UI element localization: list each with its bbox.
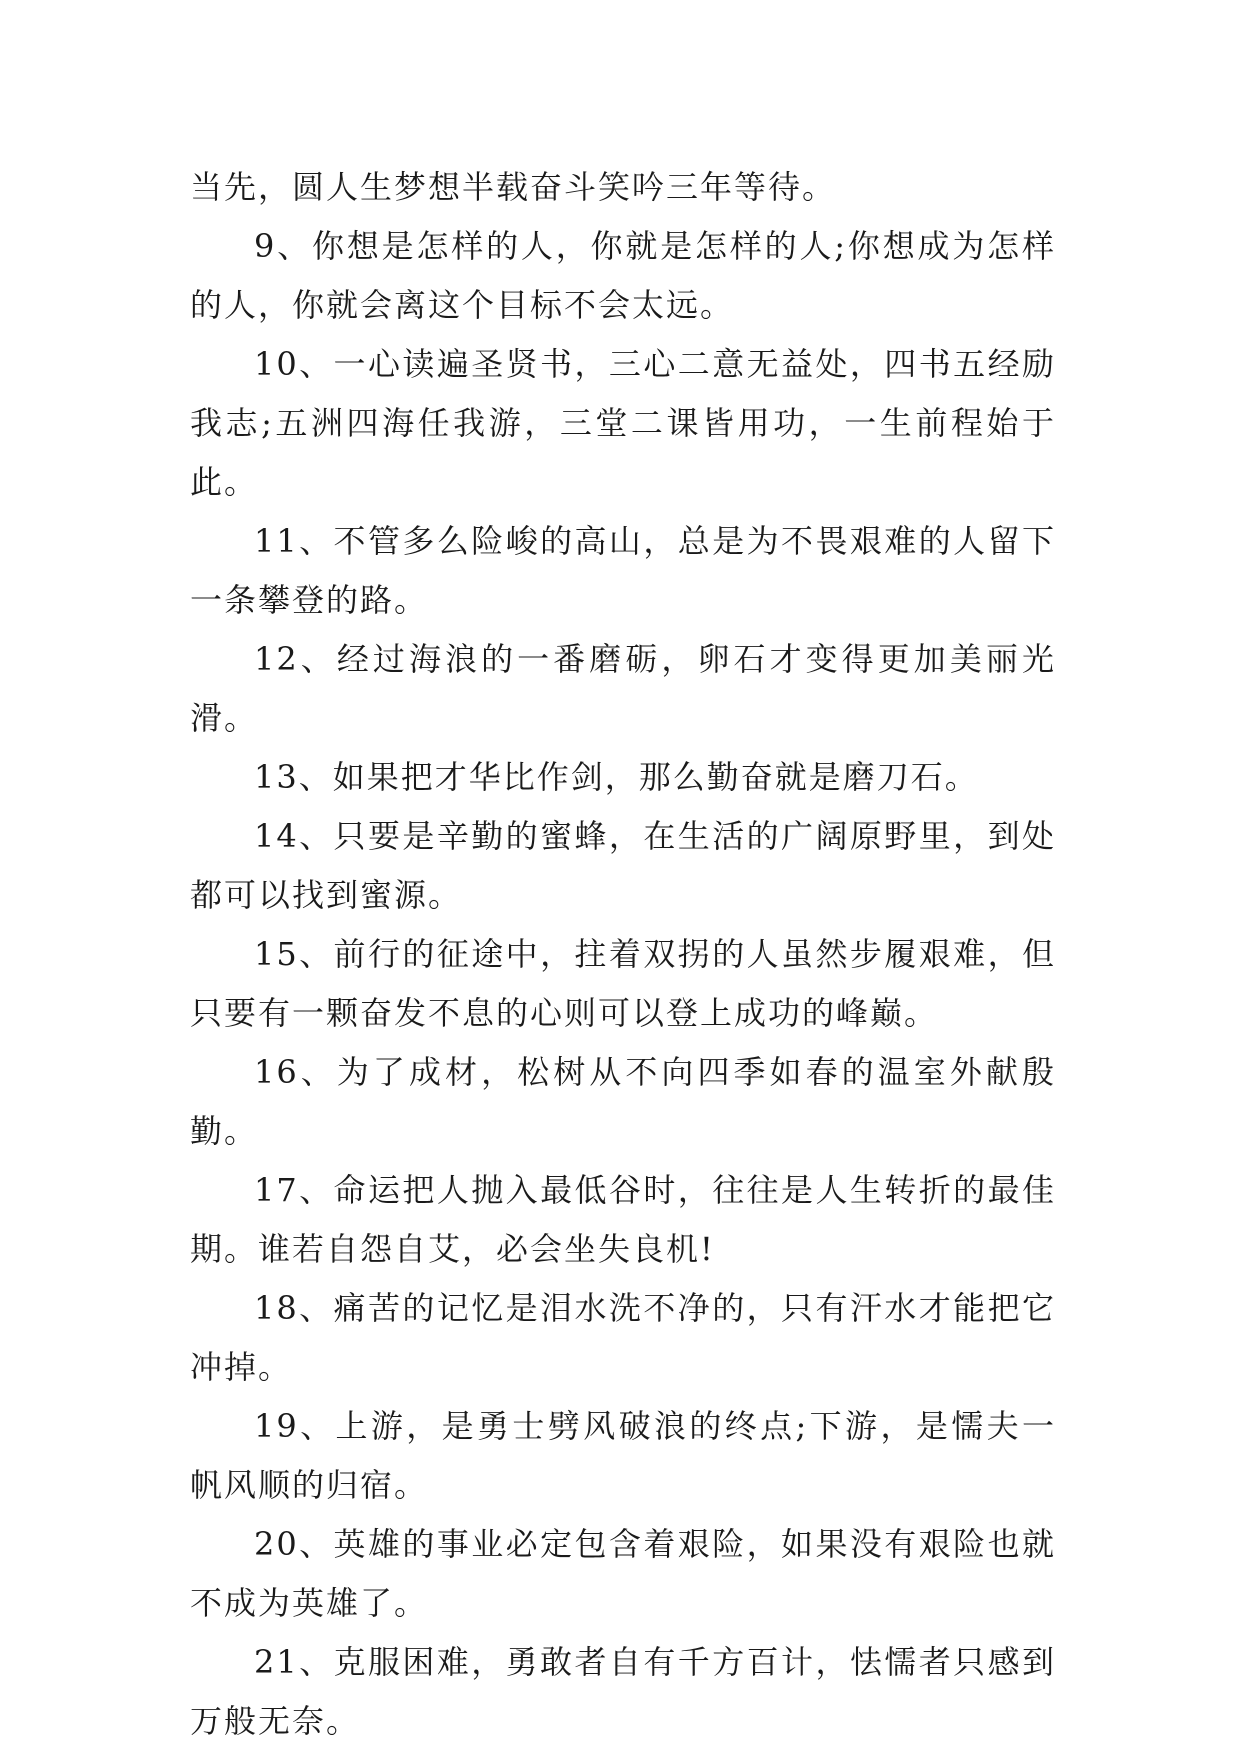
quote-16: 16、为了成材，松树从不向四季如春的温室外献殷勤。 <box>190 1053 1056 1150</box>
quote-17: 17、命运把人抛入最低谷时，往往是人生转折的最佳期。谁若自怨自艾，必会坐失良机! <box>190 1171 1056 1268</box>
quote-18: 18、痛苦的记忆是泪水洗不净的，只有汗水才能把它冲掉。 <box>190 1289 1056 1386</box>
quote-10: 10、一心读遍圣贤书，三心二意无益处，四书五经励我志;五洲四海任我游，三堂二课皆用功，一生前程始于此。 <box>190 345 1056 501</box>
quote-13: 13、如果把才华比作剑，那么勤奋就是磨刀石。 <box>254 758 979 796</box>
document-body <box>190 158 1056 1751</box>
quote-12: 12、经过海浪的一番磨砺，卵石才变得更加美丽光滑。 <box>190 640 1056 737</box>
paragraph-continuation: 当先，圆人生梦想半载奋斗笑吟三年等待。 <box>190 168 837 206</box>
quote-14: 14、只要是辛勤的蜜蜂，在生活的广阔原野里，到处都可以找到蜜源。 <box>190 817 1056 914</box>
quote-15: 15、前行的征途中，拄着双拐的人虽然步履艰难，但只要有一颗奋发不息的心则可以登上成功的峰巅。 <box>190 935 1056 1032</box>
quote-9: 9、你想是怎样的人，你就是怎样的人;你想成为怎样的人，你就会离这个目标不会太远。 <box>190 227 1056 324</box>
quote-20: 20、英雄的事业必定包含着艰险，如果没有艰险也就不成为英雄了。 <box>190 1525 1056 1622</box>
quote-11: 11、不管多么险峻的高山，总是为不畏艰难的人留下一条攀登的路。 <box>190 522 1056 619</box>
quote-19: 19、上游，是勇士劈风破浪的终点;下游，是懦夫一帆风顺的归宿。 <box>190 1407 1056 1504</box>
quote-21: 21、克服困难，勇敢者自有千方百计，怯懦者只感到万般无奈。 <box>190 1643 1056 1740</box>
